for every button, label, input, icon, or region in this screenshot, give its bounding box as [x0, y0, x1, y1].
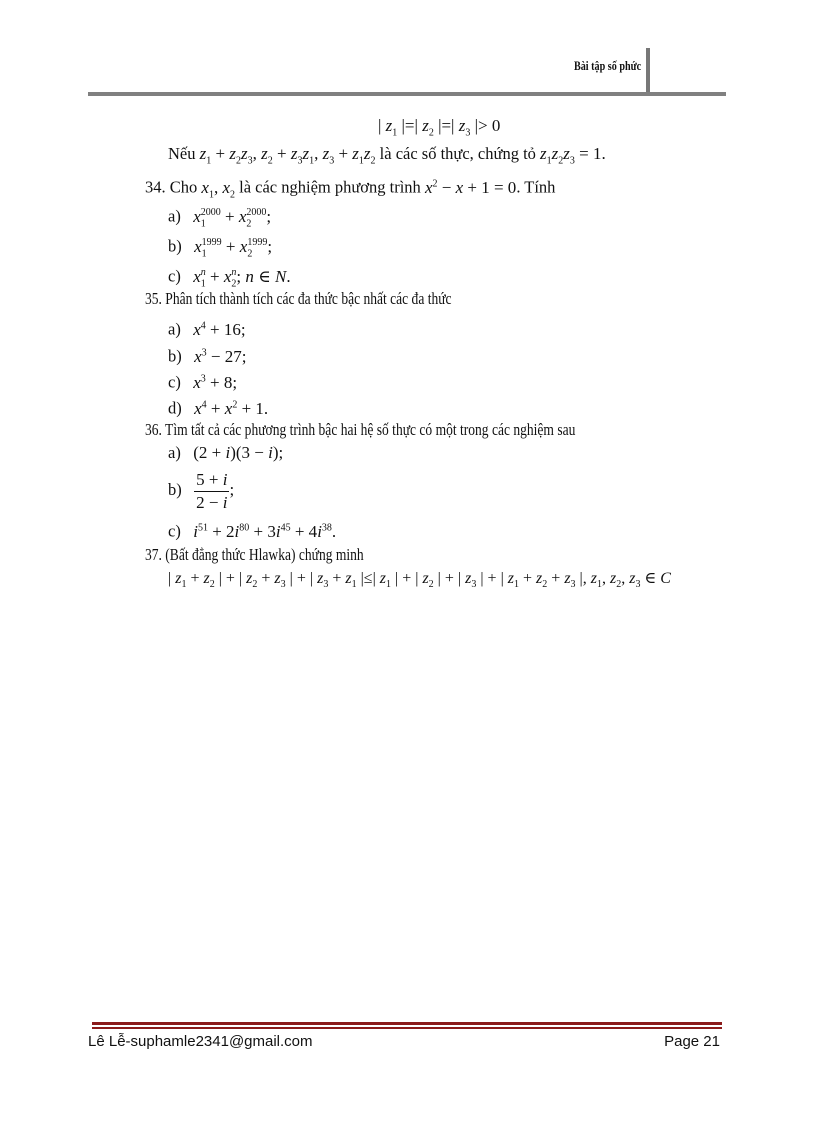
item-label: c) — [168, 266, 181, 286]
item-36c: c) $i^{51} + 2i^{80} + 3i^{45} + 4i^{38}$. — [168, 521, 337, 541]
item-35b: b) $x^3 - 27$; — [168, 346, 247, 366]
footer-rule — [92, 1022, 722, 1025]
problem-35: 35. Phân tích thành tích các đa thức bậc nhất các đa thức — [145, 289, 452, 308]
modulus-condition: | $z_1$ |=| $z_2$ |=| $z_3$ |> 0 — [378, 116, 501, 139]
item-35d: d) $x^4 + x^2 + 1$. — [168, 398, 269, 418]
item-label: a) — [168, 206, 181, 226]
hlawka-inequality: | $z_1 + z_2$ | + | $z_2 + z_3$ | + | $z_3 + z_1$ |≤| $z_1$ | + | $z_2$ | + | $z_3$ | + | $z_1 + z_2 + z_3$ |, $z_1$, $z_2$, $z_3$ ∈ C — [168, 570, 671, 591]
problem-34-mid: là các nghiệm phương trình — [234, 177, 425, 197]
problem-34-end: . Tính — [516, 177, 556, 197]
item-34c: c) $x_1^n + x_2^n$; n ∈ N. — [168, 266, 291, 290]
item-36b: b) $\frac{5 + i}{2 - i}$ ; — [168, 469, 235, 512]
item-35c: c) $x^3 + 8$; — [168, 372, 238, 392]
item-36a: a) (2 + i)(3 − i); — [168, 443, 284, 462]
real-expressions: $z_1 + z_2z_3$, $z_2 + z_3z_1$, $z_3 + z_1z_2$ — [199, 144, 376, 167]
item-label: b) — [168, 236, 182, 256]
item-label: b) — [168, 346, 182, 366]
item-34a: a) $x_1^{2000} + x_2^{2000}$; — [168, 206, 272, 230]
item-label: b) — [168, 480, 182, 499]
problem-36: 36. Tìm tất cả các phương trình bậc hai hệ số thực có một trong các nghiệm sau — [145, 420, 576, 439]
real-numbers-text: là các số thực, chứng tỏ — [375, 144, 541, 163]
header-rule — [88, 92, 726, 96]
problem-37: 37. (Bất đẳng thức Hlawka) chứng minh — [145, 545, 364, 564]
footer-page-number: Page 21 — [664, 1033, 720, 1050]
if-label: Nếu — [168, 144, 200, 163]
item-label: a) — [168, 443, 181, 462]
condition-statement — [168, 144, 606, 171]
product-equals-one: $z_1z_2z_3 = 1$. — [540, 144, 606, 167]
quadratic-equation: $x^2 - x + 1 = 0$ — [424, 177, 517, 197]
footer-author-email: Lê Lễ-suphamle2341@gmail.com — [88, 1033, 313, 1050]
problem-34-prefix: 34. Cho — [145, 177, 202, 197]
item-label: c) — [168, 372, 181, 392]
fraction: $\frac{5 + i}{2 - i}$ — [196, 469, 228, 512]
roots-x1-x2: $x_1$, $x_2$ — [201, 177, 235, 201]
item-label: a) — [168, 319, 181, 339]
item-label: d) — [168, 398, 182, 418]
item-label: c) — [168, 521, 181, 541]
footer-rule-thin — [92, 1027, 722, 1029]
item-35a: a) $x^4 + 16$; — [168, 319, 246, 339]
problem-34 — [145, 174, 555, 205]
header-title: Bài tập số phức — [573, 58, 641, 73]
item-34b: b) $x_1^{1999} + x_2^{1999}$; — [168, 236, 273, 260]
header-vertical-bar — [646, 48, 650, 94]
